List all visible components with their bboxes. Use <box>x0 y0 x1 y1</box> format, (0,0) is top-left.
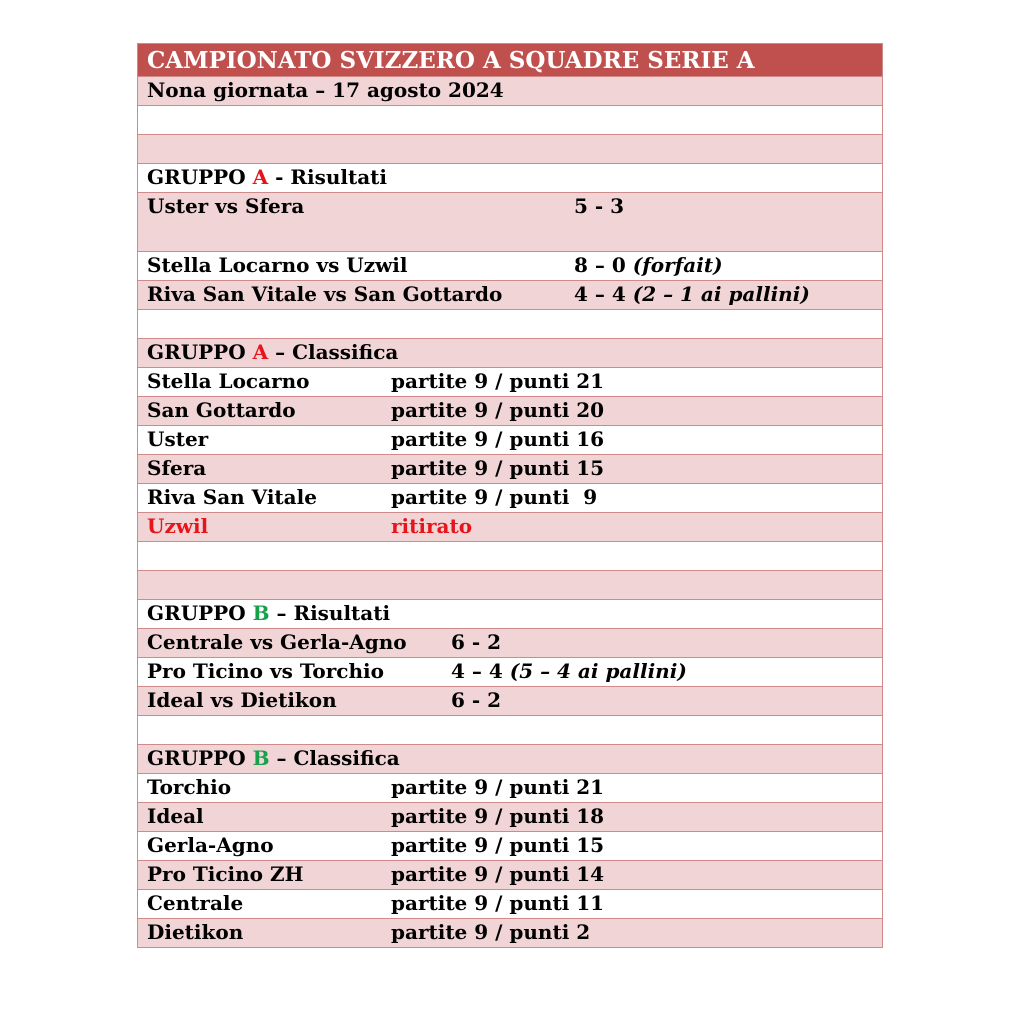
match-score: 4 – 4 <box>574 282 633 306</box>
match-score: 6 - 2 <box>451 630 502 654</box>
team-name: Centrale <box>147 891 244 915</box>
table-row <box>138 890 882 919</box>
team-record: partite 9 / punti 11 <box>391 891 605 915</box>
team-record: partite 9 / punti 2 <box>391 920 591 944</box>
heading-prefix: GRUPPO <box>147 746 253 770</box>
table-title: CAMPIONATO SVIZZERO A SQUADRE SERIE A <box>147 47 755 74</box>
table-row <box>138 193 882 252</box>
team-name: Pro Ticino ZH <box>147 862 304 886</box>
match-note: (5 – 4 ai pallini) <box>509 659 687 683</box>
table-row <box>138 803 882 832</box>
standings-table <box>137 43 883 948</box>
match-label: Riva San Vitale vs San Gottardo <box>147 282 503 306</box>
team-record: partite 9 / punti 21 <box>391 775 605 799</box>
table-row <box>138 861 882 890</box>
team-record: partite 9 / punti 18 <box>391 804 605 828</box>
heading-suffix: - Risultati <box>268 165 388 189</box>
heading-suffix: – Risultati <box>269 601 391 625</box>
team-name: Ideal <box>147 804 204 828</box>
spacer-row <box>138 106 882 135</box>
group-b-standings-heading <box>138 745 882 774</box>
spacer-row <box>138 716 882 745</box>
group-letter: B <box>252 601 270 625</box>
match-label: Ideal vs Dietikon <box>147 688 337 712</box>
team-name: San Gottardo <box>147 398 296 422</box>
withdrawn-status: ritirato <box>391 514 473 538</box>
match-note: (2 – 1 ai pallini) <box>632 282 810 306</box>
group-letter: A <box>252 340 269 364</box>
team-record: partite 9 / punti 20 <box>391 398 605 422</box>
match-score: 4 – 4 <box>451 659 510 683</box>
heading-suffix: – Classifica <box>268 340 399 364</box>
table-row <box>138 397 882 426</box>
table-row <box>138 687 882 716</box>
match-score: 8 – 0 <box>574 253 633 277</box>
matchday-date: Nona giornata – 17 agosto 2024 <box>147 78 504 102</box>
team-record: partite 9 / punti 14 <box>391 862 605 886</box>
spacer-row <box>138 310 882 339</box>
spacer-row <box>138 542 882 571</box>
table-row <box>138 919 882 948</box>
heading-suffix: – Classifica <box>269 746 400 770</box>
table-row <box>138 658 882 687</box>
heading-prefix: GRUPPO <box>147 165 253 189</box>
group-a-results-heading <box>138 164 882 193</box>
match-score: 5 - 3 <box>574 194 625 218</box>
match-score: 6 - 2 <box>451 688 502 712</box>
spacer-row <box>138 135 882 164</box>
team-name: Dietikon <box>147 920 244 944</box>
team-name: Uzwil <box>147 514 209 538</box>
match-label: Pro Ticino vs Torchio <box>147 659 384 683</box>
team-name: Torchio <box>147 775 232 799</box>
date-row <box>138 77 882 106</box>
match-note: (forfait) <box>632 253 723 277</box>
group-a-standings-heading <box>138 339 882 368</box>
heading-prefix: GRUPPO <box>147 601 253 625</box>
team-name: Riva San Vitale <box>147 485 317 509</box>
group-b-results-heading <box>138 600 882 629</box>
table-row <box>138 484 882 513</box>
heading-prefix: GRUPPO <box>147 340 253 364</box>
table-row <box>138 281 882 310</box>
team-record: partite 9 / punti 15 <box>391 833 605 857</box>
table-row <box>138 368 882 397</box>
team-record: partite 9 / punti 9 <box>391 485 598 509</box>
group-letter: B <box>252 746 270 770</box>
group-letter: A <box>252 165 269 189</box>
match-label: Uster vs Sfera <box>147 194 305 218</box>
team-name: Uster <box>147 427 209 451</box>
team-name: Stella Locarno <box>147 369 310 393</box>
match-label: Stella Locarno vs Uzwil <box>147 253 408 277</box>
table-row <box>138 629 882 658</box>
match-label: Centrale vs Gerla-Agno <box>147 630 407 654</box>
table-row <box>138 455 882 484</box>
table-row <box>138 774 882 803</box>
table-row <box>138 832 882 861</box>
team-name: Gerla-Agno <box>147 833 274 857</box>
table-row <box>138 252 882 281</box>
team-name: Sfera <box>147 456 207 480</box>
withdrawn-row <box>138 513 882 542</box>
table-row <box>138 426 882 455</box>
team-record: partite 9 / punti 15 <box>391 456 605 480</box>
team-record: partite 9 / punti 16 <box>391 427 605 451</box>
spacer-row <box>138 571 882 600</box>
table-title-row <box>138 44 882 77</box>
team-record: partite 9 / punti 21 <box>391 369 605 393</box>
